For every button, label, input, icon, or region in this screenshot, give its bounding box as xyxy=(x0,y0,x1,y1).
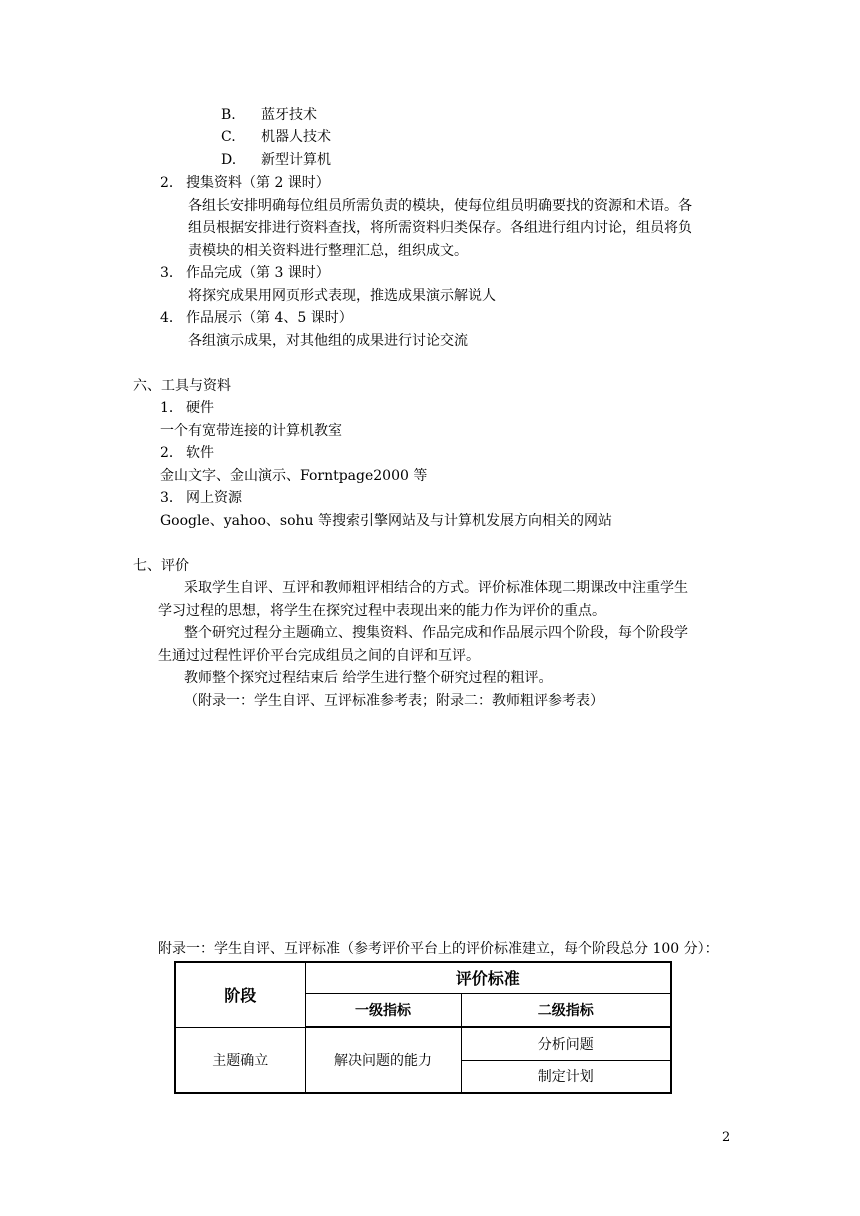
tool-number: 3． xyxy=(160,490,183,506)
level2-cell: 分析问题 xyxy=(461,1027,671,1060)
header-criteria: 评价标准 xyxy=(305,962,671,993)
step-text-line: 各组长安排明确每位组员所需负责的模块，使每位组员明确要找的资源和术语。各 xyxy=(188,198,692,214)
appendix-caption: 附录一：学生自评、互评标准（参考评价平台上的评价标准建立，每个阶段总分 100 分）： xyxy=(158,941,719,957)
level2-cell: 制定计划 xyxy=(461,1060,671,1093)
page-number: 2 xyxy=(722,1130,731,1145)
step-heading xyxy=(160,263,330,283)
tool-title: 网上资源 xyxy=(186,490,242,506)
section-heading-evaluation: 七、评价 xyxy=(133,558,189,574)
option-b xyxy=(221,105,317,125)
evaluation-paragraph-line: 学习过程的思想，将学生在探究过程中表现出来的能力作为评价的重点。 xyxy=(158,603,606,619)
tool-item-heading xyxy=(160,398,214,418)
evaluation-paragraph-line: 教师整个探究过程结束后 给学生进行整个研究过程的粗评。 xyxy=(184,670,553,686)
level1-cell: 解决问题的能力 xyxy=(305,1027,461,1093)
step-number: 2． xyxy=(160,175,183,191)
step-text-line: 责模块的相关资料进行整理汇总，组织成文。 xyxy=(188,243,468,259)
step-title: 作品完成（第 3 课时） xyxy=(186,265,330,281)
option-text: 机器人技术 xyxy=(261,129,331,145)
tool-number: 2． xyxy=(160,445,183,461)
tool-number: 1． xyxy=(160,400,183,416)
tool-item-heading xyxy=(160,488,242,508)
appendix-table xyxy=(174,961,672,1094)
tool-detail: 一个有宽带连接的计算机教室 xyxy=(160,423,342,439)
evaluation-paragraph-line: 采取学生自评、互评和教师粗评相结合的方式。评价标准体现二期课改中注重学生 xyxy=(184,580,688,596)
option-letter: C. xyxy=(221,129,236,145)
section-heading-tools: 六、工具与资料 xyxy=(133,378,231,394)
evaluation-paragraph-line: 生通过过程性评价平台完成组员之间的自评和互评。 xyxy=(158,648,480,664)
tool-item-heading xyxy=(160,443,214,463)
header-stage: 阶段 xyxy=(175,962,305,1027)
option-text: 新型计算机 xyxy=(261,152,331,168)
header-level2: 二级指标 xyxy=(461,993,671,1027)
option-text: 蓝牙技术 xyxy=(261,107,317,123)
tool-title: 硬件 xyxy=(186,400,214,416)
step-heading xyxy=(160,173,330,193)
stage-cell: 主题确立 xyxy=(175,1027,305,1093)
step-heading xyxy=(160,308,353,328)
step-number: 4． xyxy=(160,310,183,326)
evaluation-paragraph-line: 整个研究过程分主题确立、搜集资料、作品完成和作品展示四个阶段，每个阶段学 xyxy=(184,625,688,641)
step-number: 3． xyxy=(160,265,183,281)
header-level1: 一级指标 xyxy=(305,993,461,1027)
evaluation-appendix-note: （附录一：学生自评、互评标准参考表；附录二：教师粗评参考表） xyxy=(184,693,604,709)
tool-detail: 金山文字、金山演示、Forntpage2000 等 xyxy=(160,468,428,484)
option-c xyxy=(221,127,331,147)
option-d xyxy=(221,150,331,170)
step-title: 搜集资料（第 2 课时） xyxy=(186,175,330,191)
tool-detail: Google、yahoo、sohu 等搜索引擎网站及与计算机发展方向相关的网站 xyxy=(160,513,612,529)
step-text-line: 各组演示成果，对其他组的成果进行讨论交流 xyxy=(188,333,468,349)
step-text-line: 组员根据安排进行资料查找，将所需资料归类保存。各组进行组内讨论，组员将负 xyxy=(188,220,692,236)
option-letter: D. xyxy=(221,152,237,168)
tool-title: 软件 xyxy=(186,445,214,461)
option-letter: B. xyxy=(221,107,236,123)
step-text-line: 将探究成果用网页形式表现，推选成果演示解说人 xyxy=(188,288,496,304)
step-title: 作品展示（第 4、5 课时） xyxy=(186,310,353,326)
